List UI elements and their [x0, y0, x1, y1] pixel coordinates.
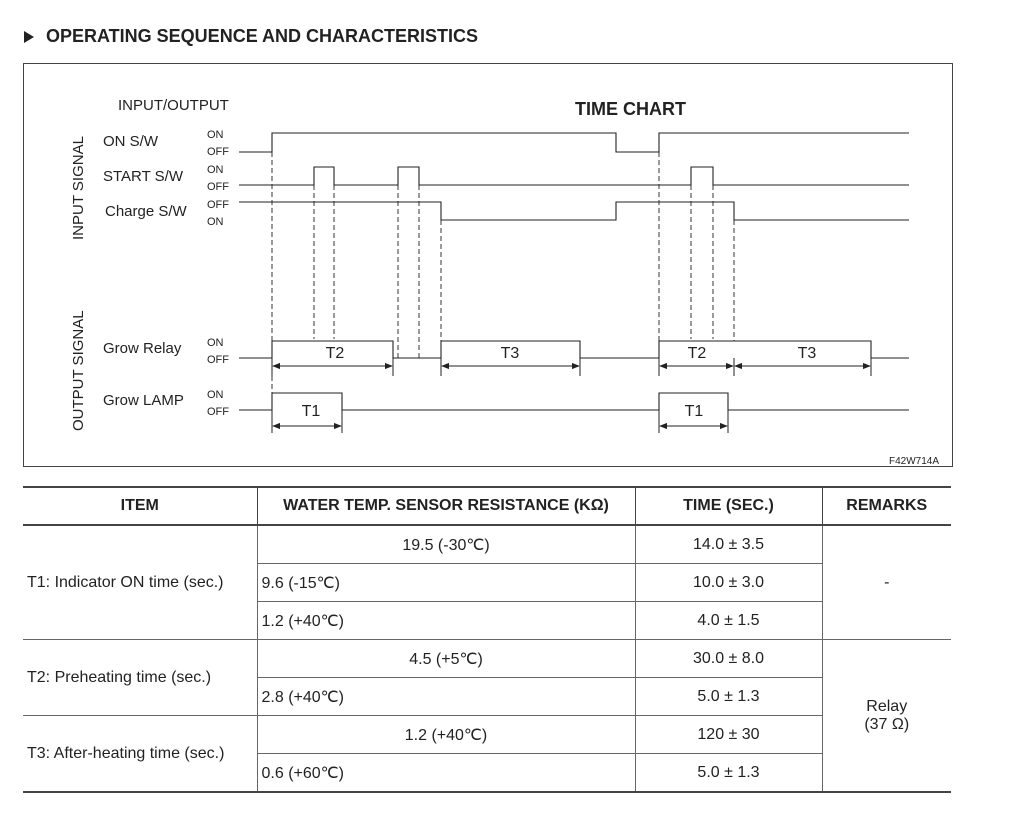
item-cell-t1: T1: Indicator ON time (sec.) — [23, 525, 257, 640]
resistance-cell: 19.5 (-30℃) — [257, 525, 635, 564]
figure-code: F42W714A — [889, 456, 940, 467]
time-chart-frame — [23, 63, 953, 467]
resistance-cell: 0.6 (+60℃) — [257, 754, 635, 793]
level-label: ON — [207, 129, 224, 141]
resistance-cell: 9.6 (-15℃) — [257, 564, 635, 602]
table-row — [23, 640, 951, 678]
time-cell: 5.0 ± 1.3 — [635, 754, 822, 793]
signal-name-start-sw: START S/W — [103, 168, 184, 185]
table-row — [23, 525, 951, 564]
waveform-start-sw — [239, 167, 909, 185]
table-header-row — [23, 487, 951, 525]
level-label: OFF — [207, 199, 229, 211]
time-cell: 5.0 ± 1.3 — [635, 678, 822, 716]
interval-label-t1: T1 — [684, 403, 704, 420]
triangle-bullet-icon — [24, 31, 34, 43]
signal-name-on-sw: ON S/W — [103, 133, 158, 150]
interval-label-t2: T2 — [325, 345, 345, 362]
interval-label-t1: T1 — [301, 403, 321, 420]
level-label: OFF — [207, 146, 229, 158]
interval-label-t3: T3 — [797, 345, 817, 362]
waveform-charge-sw — [239, 202, 909, 220]
interval-label-t3: T3 — [500, 345, 520, 362]
waveform-on-sw — [239, 133, 909, 152]
level-label: ON — [207, 337, 224, 349]
column-header-resistance: WATER TEMP. SENSOR RESISTANCE (KΩ) — [257, 487, 635, 525]
item-cell-t2: T2: Preheating time (sec.) — [23, 640, 257, 716]
resistance-cell: 2.8 (+40℃) — [257, 678, 635, 716]
section-title-text: OPERATING SEQUENCE AND CHARACTERISTICS — [46, 26, 479, 46]
signal-name-grow-relay: Grow Relay — [103, 340, 182, 357]
table-row — [23, 716, 951, 754]
level-label: OFF — [207, 354, 229, 366]
characteristics-table — [23, 486, 951, 793]
time-chart-diagram — [24, 64, 954, 468]
signal-name-charge-sw: Charge S/W — [105, 203, 187, 220]
output-signal-group-label: OUTPUT SIGNAL — [70, 310, 87, 431]
level-label: ON — [207, 389, 224, 401]
level-label: ON — [207, 216, 224, 228]
signal-name-grow-lamp: Grow LAMP — [103, 392, 184, 409]
time-cell: 120 ± 30 — [635, 716, 822, 754]
input-signal-group-label: INPUT SIGNAL — [70, 136, 87, 240]
remark-relay-line2: (37 Ω) — [864, 715, 910, 733]
resistance-cell: 1.2 (+40℃) — [257, 716, 635, 754]
remark-relay-line1: Relay — [866, 697, 908, 715]
level-label: ON — [207, 164, 224, 176]
item-cell-t3: T3: After-heating time (sec.) — [23, 716, 257, 793]
column-header-time: TIME (SEC.) — [635, 487, 822, 525]
resistance-cell: 4.5 (+5℃) — [257, 640, 635, 678]
interval-label-t2: T2 — [687, 345, 707, 362]
column-header-item: ITEM — [23, 487, 257, 525]
time-cell: 4.0 ± 1.5 — [635, 602, 822, 640]
io-header: INPUT/OUTPUT — [118, 97, 229, 114]
remark-cell-relay — [822, 640, 951, 793]
chart-title: TIME CHART — [575, 99, 686, 119]
time-cell: 14.0 ± 3.5 — [635, 525, 822, 564]
column-header-remarks: REMARKS — [822, 487, 951, 525]
remark-cell-t1: - — [822, 525, 951, 640]
level-label: OFF — [207, 406, 229, 418]
time-cell: 30.0 ± 8.0 — [635, 640, 822, 678]
time-cell: 10.0 ± 3.0 — [635, 564, 822, 602]
level-label: OFF — [207, 181, 229, 193]
resistance-cell: 1.2 (+40℃) — [257, 602, 635, 640]
waveform-grow-lamp — [239, 393, 909, 410]
section-heading — [24, 26, 478, 47]
